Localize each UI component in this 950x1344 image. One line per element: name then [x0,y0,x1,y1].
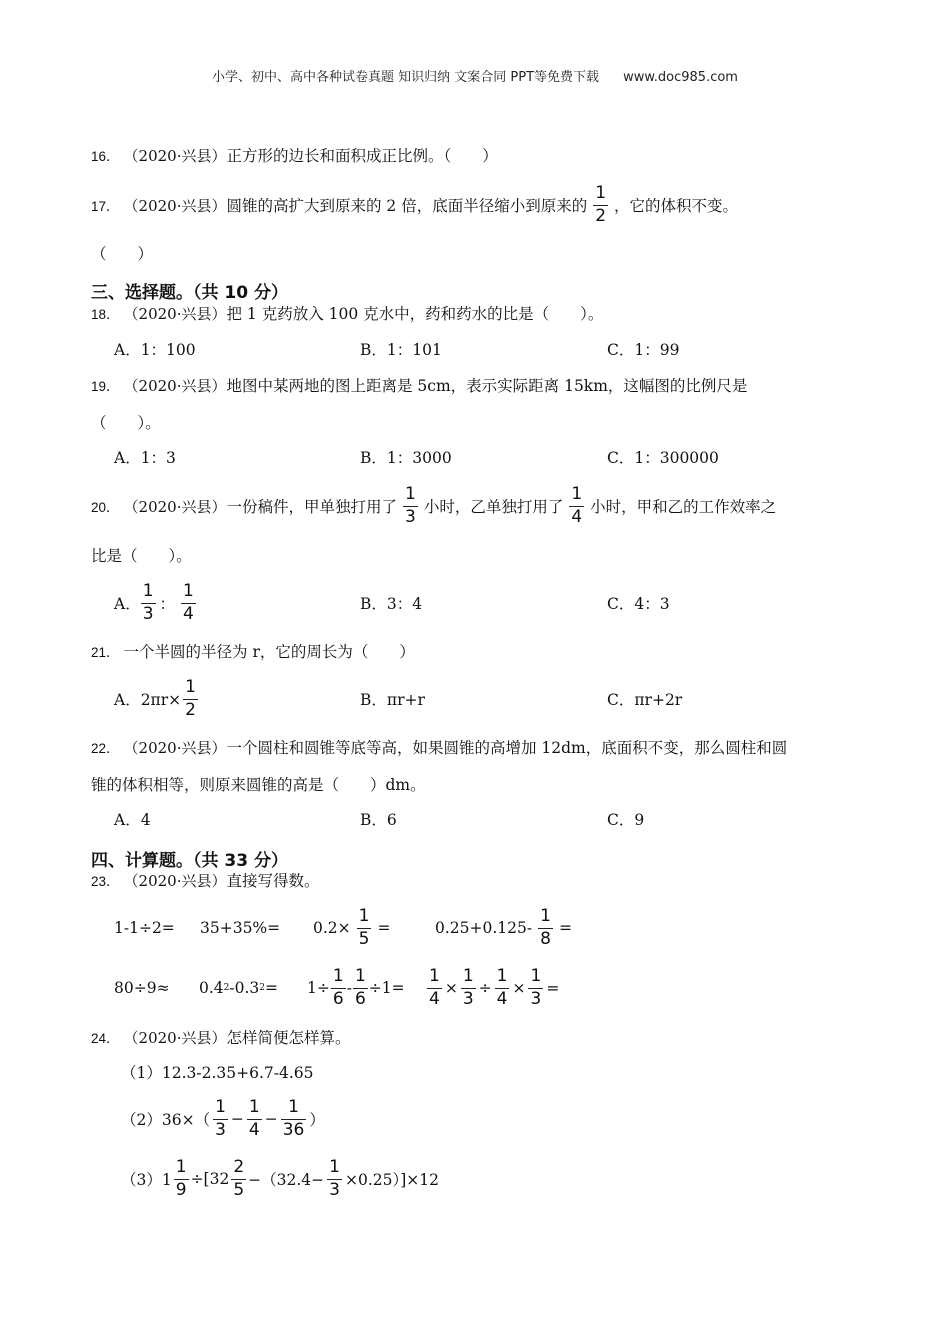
option-a[interactable]: A．1：100 [114,341,196,359]
option-a[interactable]: A．4 [114,811,151,829]
denominator: 36 [282,1119,305,1140]
question-tag: （2020·兴县） [123,1028,227,1047]
question-19-cont: （ ）。 [91,414,161,432]
option-c[interactable]: C．1：99 [607,341,680,359]
option-a[interactable]: A．1：3 [114,449,176,467]
question-text: 把 1 克药放入 100 克水中，药和药水的比是（ ）。 [226,305,604,323]
sub-question-2 [121,1094,325,1144]
question-21 [91,626,415,676]
header-text: 小学、初中、高中各种试卷真题 知识归纳 文案合同 PPT等免费下载 [212,70,600,85]
question-20 [91,481,776,531]
question-tag: （2020·兴县） [123,497,227,516]
denominator: 6 [354,988,366,1009]
exponent: 2 [223,983,230,993]
section-title-3: 三、选择题。（共 10 分） [91,283,288,303]
option-c[interactable]: C．πr+2r [607,691,683,709]
numerator: 1 [571,483,583,504]
expr-text: 0.25+0.125- [435,919,533,937]
question-19 [91,360,747,410]
expr-text: ÷[32 [190,1170,230,1188]
fraction [174,1156,189,1200]
denominator: 4 [429,988,440,1009]
expr-text: = [558,919,572,937]
fraction [247,1096,262,1140]
question-20-cont: 比是（ ）。 [91,547,192,565]
fraction [181,580,196,624]
numerator: 1 [175,1156,187,1177]
question-text: 小时，甲和乙的工作效率之 [590,498,777,516]
numerator: 1 [595,182,607,203]
sub-question-3 [121,1154,439,1204]
answer-blank: （ ） [91,245,154,263]
question-tag: （2020·兴县） [123,146,227,165]
option-c[interactable]: C．4：3 [607,595,670,613]
numerator: 1 [183,580,194,601]
question-17 [91,180,738,230]
question-tag: （2020·兴县） [123,738,227,757]
fraction [331,965,346,1009]
question-number: 23． [91,874,120,889]
denominator: 2 [185,699,196,720]
question-23 [91,855,320,905]
denominator: 3 [405,506,416,527]
option-b[interactable]: B．3：4 [360,595,423,613]
denominator: 9 [175,1179,187,1200]
denominator: 8 [540,928,551,949]
numerator: 1 [405,483,416,504]
question-text: 一个圆柱和圆锥等底等高，如果圆锥的高增加 12dm，底面积不变，那么圆柱和圆 [226,739,788,757]
question-number: 20． [91,500,120,515]
expr-text: ×0.25）]×12 [344,1171,439,1189]
question-tag: （2020·兴县） [123,376,227,395]
expr-text: = [265,979,279,997]
fraction [141,580,156,624]
numerator: 1 [185,676,196,697]
fraction [569,483,584,527]
denominator: 3 [142,603,154,624]
operator: × [444,979,458,997]
option-b[interactable]: B．πr+r [360,691,425,709]
fraction [403,483,418,527]
sub-question-1: （1）12.3-2.35+6.7-4.65 [121,1064,314,1082]
section-title-4: 四、计算题。（共 33 分） [91,851,288,871]
question-text: 正方形的边长和面积成正比例。（ ） [226,147,498,165]
expr-1-3 [313,903,390,953]
denominator: 5 [233,1179,245,1200]
numerator: 2 [233,1156,245,1177]
expr-text: ÷1= [368,979,405,997]
expr-text: - [346,979,352,997]
denominator: 2 [595,205,607,226]
question-number: 22． [91,741,120,756]
fraction [281,1096,307,1140]
question-number: 16． [91,149,120,164]
fraction [183,676,198,720]
option-b[interactable]: B．1：101 [360,341,442,359]
expr-text: = [546,979,560,997]
question-text: 一份稿件，甲单独打用了 [226,498,397,516]
question-text: 怎样简便怎样算。 [226,1029,351,1047]
numerator: 1 [329,1156,340,1177]
denominator: 3 [530,988,542,1009]
expr-text: = [377,919,391,937]
denominator: 4 [496,988,508,1009]
numerator: 1 [354,965,366,986]
denominator: 4 [183,603,194,624]
answer-paren [91,228,153,278]
expr-2-4 [424,963,559,1013]
numerator: 1 [496,965,508,986]
question-number: 24． [91,1031,120,1046]
numerator: 1 [429,965,440,986]
question-text-tail: ，它的体积不变。 [614,197,739,215]
option-a[interactable] [114,674,204,724]
expr-1-2: 35+35%= [200,919,281,937]
question-16 [91,130,498,180]
denominator: 6 [332,988,344,1009]
numerator: 1 [215,1096,226,1117]
option-label: A．2πr× [114,691,182,709]
numerator: 1 [530,965,542,986]
option-a[interactable] [114,578,202,628]
question-text: 小时，乙单独打用了 [423,498,564,516]
fraction [593,182,608,226]
expr-text: 1÷ [307,979,330,997]
expr-text: 0.2× [313,919,351,937]
expr-2-3 [307,963,405,1013]
operator: ÷ [478,979,492,997]
page-header [0,66,950,85]
option-b[interactable]: B．6 [360,811,397,829]
denominator: 4 [248,1119,260,1140]
denominator: 4 [571,506,583,527]
fraction [538,905,553,949]
numerator: 1 [248,1096,260,1117]
option-c[interactable]: C．1：300000 [607,449,719,467]
expr-text: （3）1 [121,1171,172,1189]
numerator: 1 [142,580,154,601]
option-b[interactable]: B．1：3000 [360,449,452,467]
expr-2-2 [199,963,278,1013]
question-22-cont: 锥的体积相等，则原来圆锥的高是（ ）dm。 [91,776,426,794]
question-text: 地图中某两地的图上距离是 5cm，表示实际距离 15km，这幅图的比例尺是 [226,377,748,395]
numerator: 1 [288,1096,299,1117]
question-text: 直接写得数。 [226,872,320,890]
denominator: 3 [462,988,474,1009]
operator: − [264,1110,278,1128]
fraction [528,965,543,1009]
numerator: 1 [332,965,344,986]
expr-text: -0.3 [229,979,260,997]
question-number: 19． [91,379,120,394]
fraction [213,1096,228,1140]
expr-2-1: 80÷9≈ [114,979,170,997]
fraction [461,965,476,1009]
question-tag: （2020·兴县） [123,196,227,215]
question-number: 21． [91,645,120,660]
exponent: 2 [259,983,266,993]
denominator: 3 [215,1119,226,1140]
fraction [327,1156,342,1200]
question-tag: （2020·兴县） [123,871,227,890]
question-number: 18． [91,307,120,322]
question-tag: （2020·兴县） [123,304,227,323]
expr-text: 0.4 [199,979,224,997]
question-text: 一个半圆的半径为 r，它的周长为（ ） [123,643,415,661]
operator: × [512,979,526,997]
numerator: 1 [540,905,551,926]
expr-1-1: 1-1÷2= [114,919,175,937]
fraction [357,905,372,949]
expr-text: （2）36×（ [121,1111,211,1129]
question-text: 圆锥的高扩大到原来的 2 倍，底面半径缩小到原来的 [226,197,588,215]
numerator: 1 [358,905,370,926]
numerator: 1 [462,965,474,986]
expr-1-4 [435,903,572,953]
operator: − [230,1110,244,1128]
denominator: 3 [329,1179,340,1200]
fraction [427,965,442,1009]
header-url: www.doc985.com [623,70,738,85]
fraction [495,965,510,1009]
denominator: 5 [358,928,370,949]
fraction [353,965,368,1009]
question-number: 17． [91,199,120,214]
colon: ： [159,595,176,613]
expr-text: ） [309,1111,325,1129]
option-label: A． [114,595,141,613]
expr-text: −（32.4− [248,1171,325,1189]
fraction [231,1156,246,1200]
option-c[interactable]: C．9 [607,811,645,829]
